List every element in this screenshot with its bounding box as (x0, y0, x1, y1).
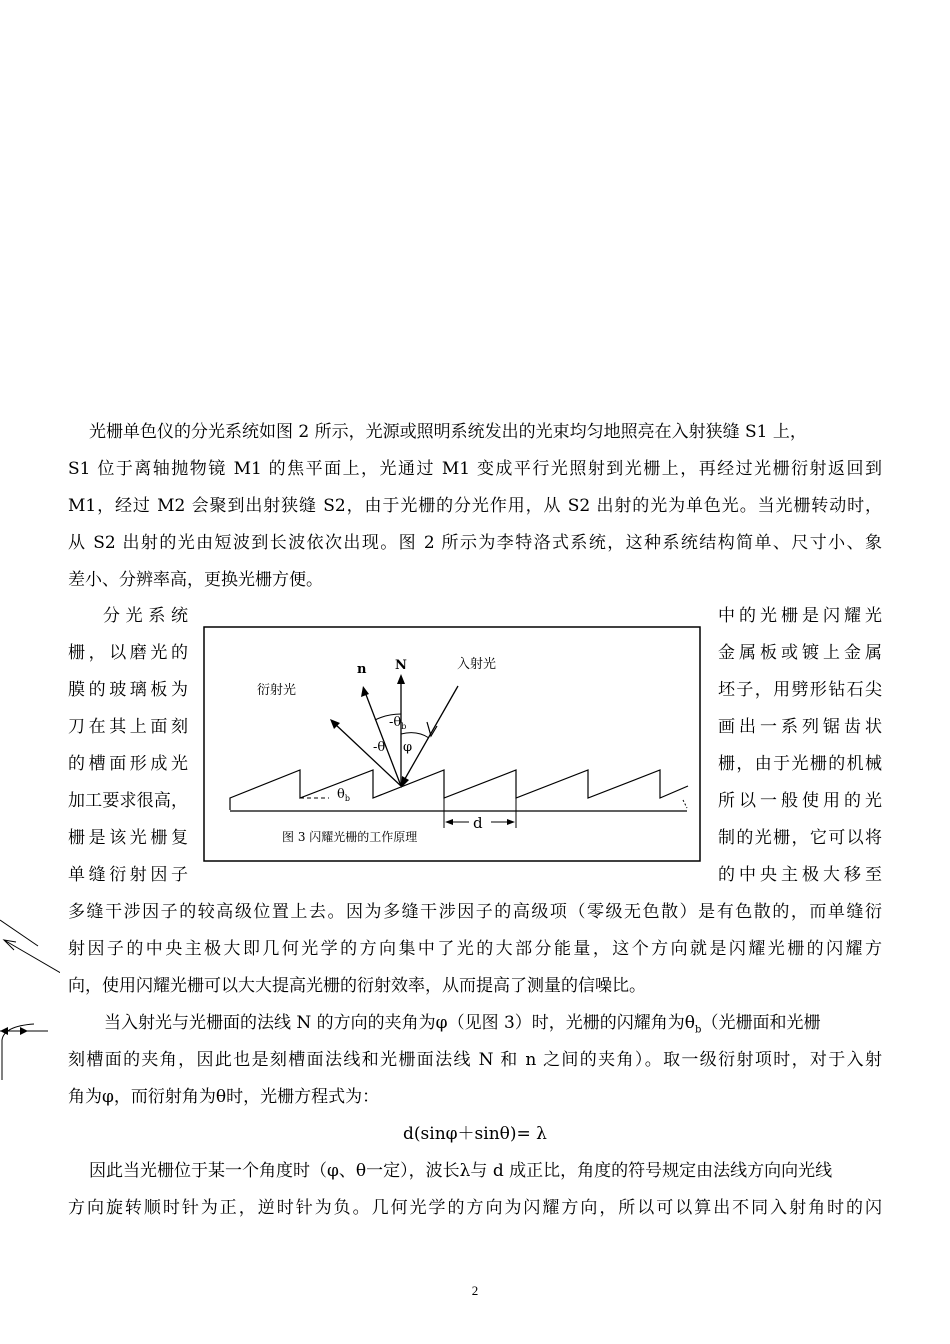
label-incident: 入射光 (457, 657, 497, 672)
label-neg-theta-b: $-\theta_b$ (389, 715, 407, 731)
wrap-left-line-7: 栅是该光栅复 (68, 828, 188, 848)
diffracted-ray (335, 724, 401, 786)
paragraph-2-line-2: 射因子的中央主极大即几何光学的方向集中了光的大部分能量，这个方向就是闪耀光栅的闪耀方 (68, 939, 882, 959)
figure-frame (204, 627, 700, 861)
paragraph-2-line-3: 向，使用闪耀光栅可以大大提高光栅的衍射效率，从而提高了测量的信噪比。 (68, 976, 646, 996)
figure-caption: 图 3 闪耀光栅的工作原理 (282, 830, 418, 844)
wrap-left-line-1: 分光系统 (103, 606, 188, 626)
wrap-right-line-2: 金属板或镀上金属 (718, 643, 882, 663)
grating-sawtooth (230, 770, 688, 810)
wrap-left-line-6: 加工要求很高， (68, 791, 188, 811)
label-d: d (473, 814, 483, 832)
label-diffracted: 衍射光 (257, 683, 297, 698)
wrap-right-line-6: 所以一般使用的光 (718, 791, 882, 811)
paragraph-1-line-5: 差小、分辨率高，更换光栅方便。 (68, 570, 323, 590)
incident-ray (402, 686, 458, 784)
paragraph-3-line-3: 角为φ，而衍射角为θ时，光栅方程式为： (68, 1087, 380, 1107)
wrap-right-line-7: 制的光栅，它可以将 (718, 828, 882, 848)
wrap-right-line-3: 坯子，用劈形钻石尖 (718, 680, 882, 700)
paragraph-4-line-1: 因此当光栅位于某一个角度时（φ、θ一定），波长λ与 d 成正比，角度的符号规定由法线方向向光线 (89, 1161, 833, 1181)
label-n: n (357, 662, 367, 677)
wrap-right-line-4: 画出一系列锯齿状 (718, 717, 882, 737)
wrap-left-line-2: 栅，以磨光的 (68, 643, 188, 663)
paragraph-1-line-4: 从 S2 出射的光由短波到长波依次出现。图 2 所示为李特洛式系统，这种系统结构简单、尺寸小、象 (68, 533, 882, 553)
paragraph-2-line-1: 多缝干涉因子的较高级位置上去。因为多缝干涉因子的高级项（零级无色散）是有色散的，而单缝衍 (68, 902, 882, 922)
figure-3-blazed-grating (203, 626, 701, 862)
label-neg-theta: -θ (373, 740, 386, 755)
paragraph-3-line-1: 当入射光与光栅面的法线 N 的方向的夹角为φ（见图 3）时，光栅的闪耀角为$\theta_b$（光栅面和光栅 (104, 1013, 821, 1036)
paragraph-3-line-2: 刻槽面的夹角，因此也是刻槽面法线和光栅面法线 N 和 n 之间的夹角）。取一级衍射项时，对于入射 (68, 1050, 882, 1070)
wrap-right-line-1: 中的光栅是闪耀光 (718, 606, 882, 626)
arc-phi (401, 733, 429, 738)
wrap-left-line-3: 膜的玻璃板为 (68, 680, 188, 700)
theta-b-label: $\theta_b$ (337, 787, 350, 803)
wrap-left-line-4: 刀在其上面刻 (68, 717, 188, 737)
wrap-left-line-5: 的槽面形成光 (68, 754, 188, 774)
wrap-left-line-8: 单缝衍射因子 (68, 865, 188, 885)
wrap-right-line-5: 栅，由于光栅的机械 (718, 754, 882, 774)
margin-drawing-fragment (0, 900, 60, 1090)
normal-n-line (365, 692, 401, 786)
paragraph-4-line-2: 方向旋转顺时针为正，逆时针为负。几何光学的方向为闪耀方向，所以可以算出不同入射角时的闪 (68, 1198, 882, 1218)
paragraph-1-line-2: S1 位于离轴抛物镜 M1 的焦平面上，光通过 M1 变成平行光照射到光栅上，再经过光栅衍射返回到 (68, 459, 882, 479)
wrap-right-line-8: 的中央主极大移至 (718, 865, 882, 885)
label-phi: φ (403, 740, 413, 755)
page-number: 2 (471, 1283, 479, 1298)
grating-equation: d(sinφ＋sinθ)= λ (403, 1124, 547, 1144)
label-N: N (395, 658, 407, 673)
paragraph-1-line-1: 光栅单色仪的分光系统如图 2 所示，光源或照明系统发出的光束均匀地照亮在入射狭缝 S1 上， (89, 422, 807, 442)
paragraph-1-line-3: M1，经过 M2 会聚到出射狭缝 S2，由于光栅的分光作用，从 S2 出射的光为单色光。当光栅转动时， (68, 496, 882, 516)
